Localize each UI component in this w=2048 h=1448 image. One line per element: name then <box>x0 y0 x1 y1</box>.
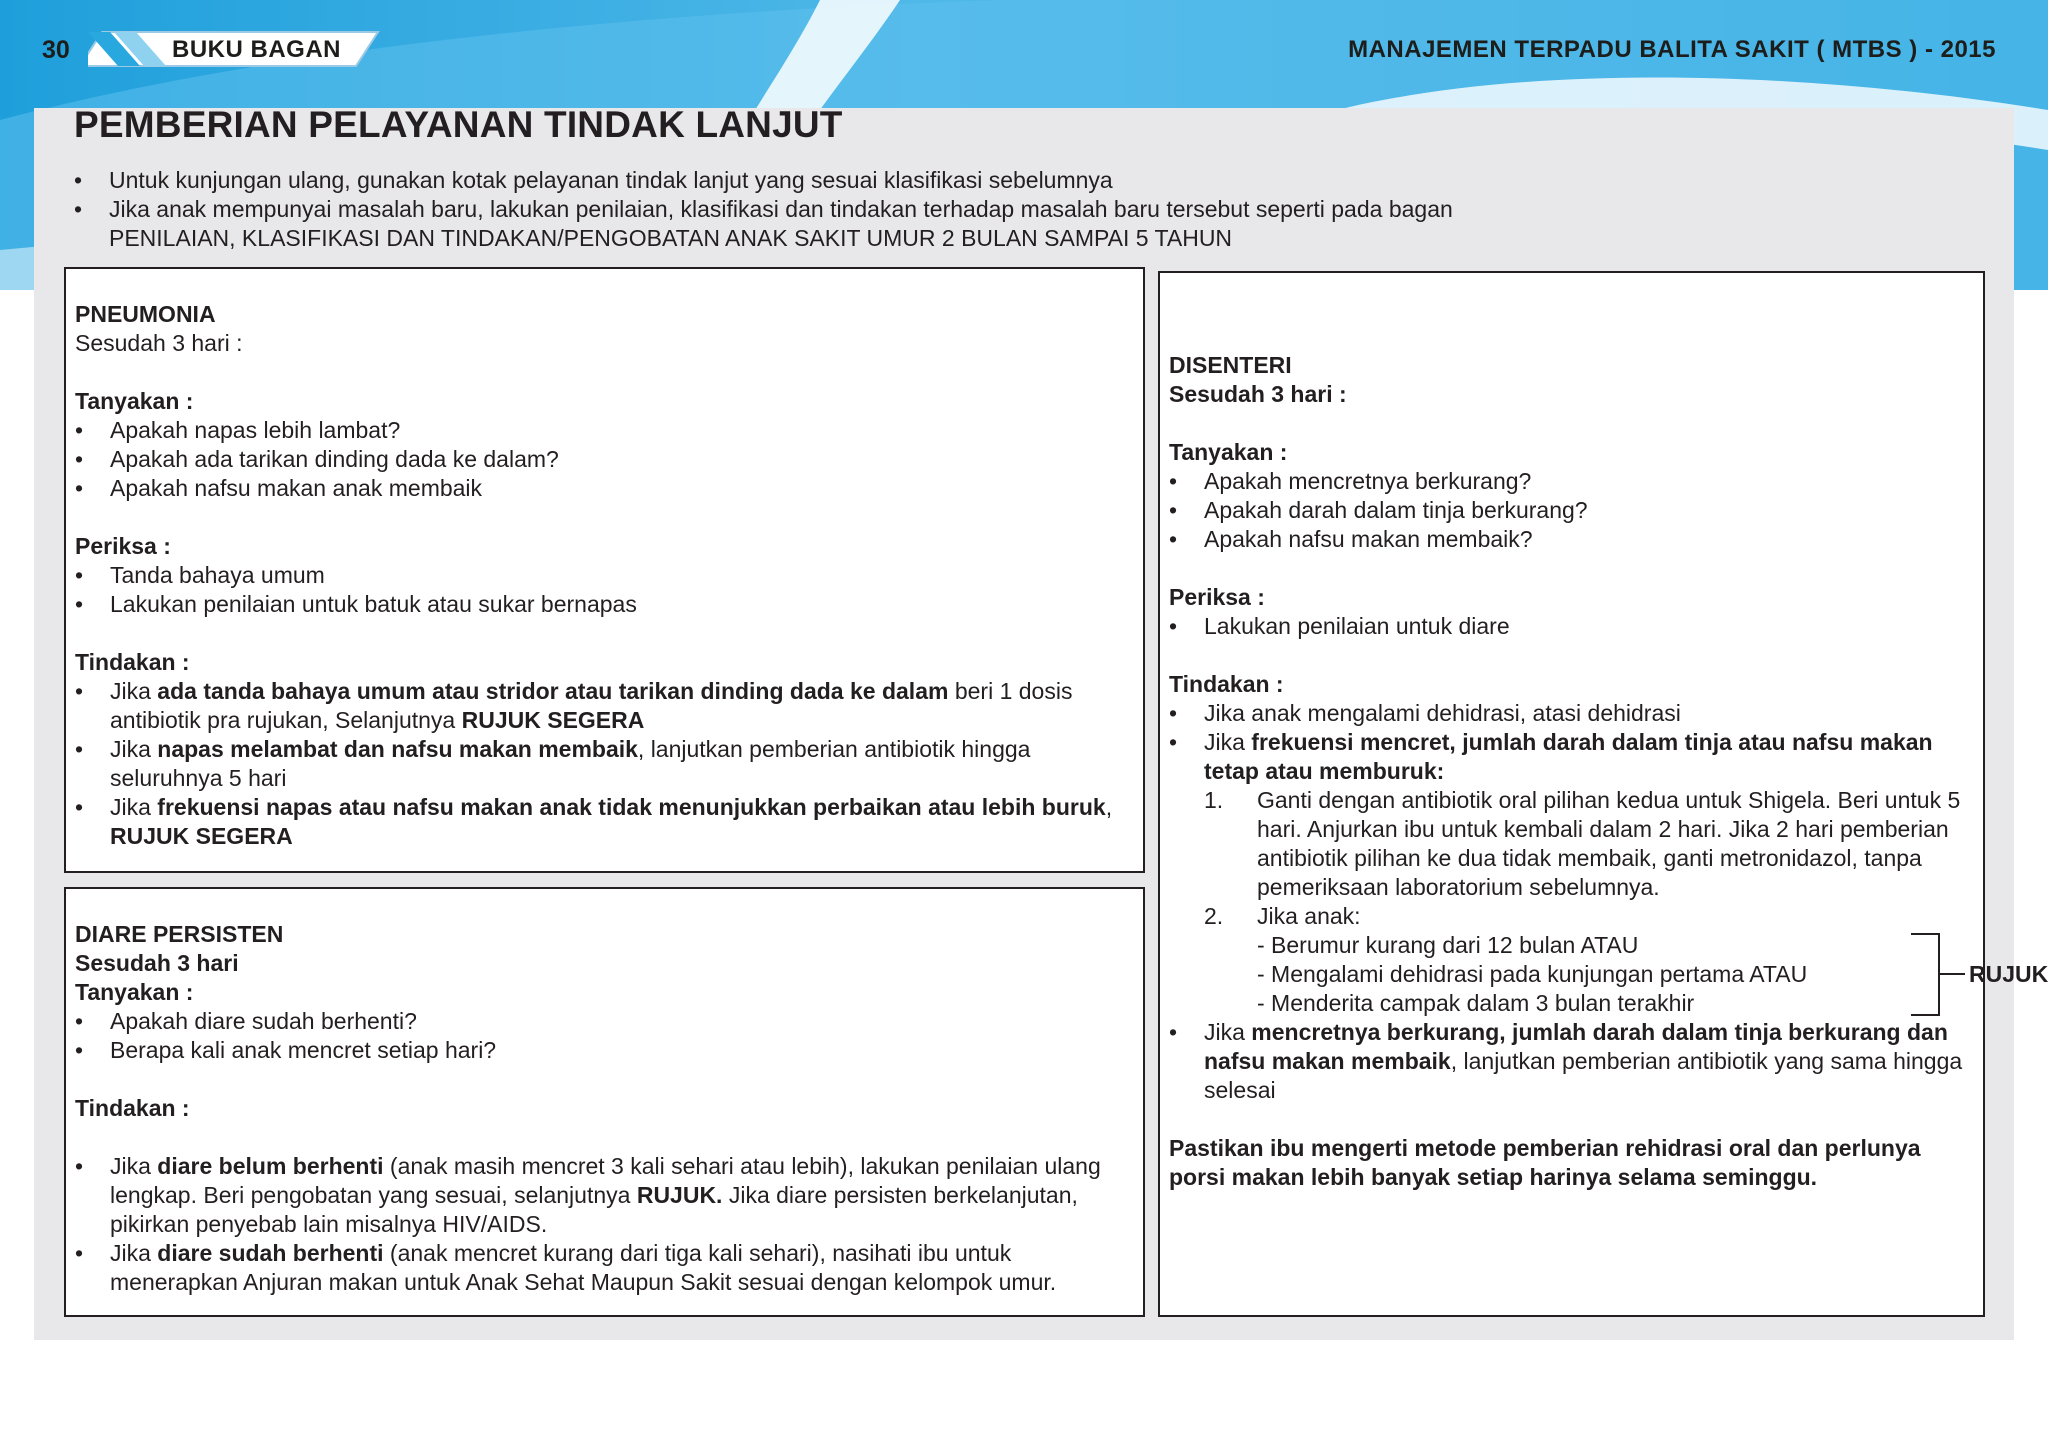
item-text: Ganti dengan antibiotik oral pilihan kedua untuk Shigela. Beri untuk 5 hari. Anjurkan ibu untuk kembali dalam 2 hari. Jika 2 hari pemberian antibiotik pilihan ke dua tidak membaik, ganti metronidazol, tanpa pemeriksaan laboratorium sebelumnya. <box>1257 787 1961 900</box>
disenteri-closing-note: Pastikan ibu mengerti metode pemberian rehidrasi oral dan perlunya porsi makan lebih banyak setiap harinya selama seminggu. <box>1169 1135 1921 1190</box>
list-item <box>75 677 1133 735</box>
pneumonia-box <box>64 267 1145 873</box>
intro-text: PENILAIAN, KLASIFIKASI DAN TINDAKAN/PENGOBATAN ANAK SAKIT UMUR 2 BULAN SAMPAI 5 TAHUN <box>109 225 1233 251</box>
pneumonia-title: PNEUMONIA <box>75 301 216 327</box>
list-item: • Apakah diare sudah berhenti? <box>75 1007 1133 1036</box>
disenteri-check-list <box>1169 612 1973 641</box>
disenteri-box <box>1158 271 2048 1317</box>
rujuk-criteria <box>1257 931 2048 1018</box>
text: beri 1 dosis antibiotik pra rujukan, Selanjutnya <box>110 678 1073 733</box>
intro-list <box>74 166 1574 253</box>
list-item <box>75 1239 1133 1297</box>
text-bold: diare sudah berhenti <box>157 1240 384 1266</box>
list-item: • Apakah nafsu makan anak membaik <box>75 474 1133 503</box>
disenteri-ask-list <box>1169 467 1973 554</box>
page-number: 30 <box>42 36 70 64</box>
text-bold: ada tanda bahaya umum atau stridor atau tarikan dinding dada ke dalam <box>157 678 949 704</box>
text: Jika <box>110 1240 158 1266</box>
list-item: • Apakah nafsu makan membaik? <box>1169 525 1973 554</box>
intro-text: Jika anak mempunyai masalah baru, lakukan penilaian, klasifikasi dan tindakan terhadap masalah baru tersebut seperti pada bagan <box>109 196 1453 222</box>
rujuk-label: RUJUK <box>1969 961 2048 987</box>
text-bold: napas melambat dan nafsu makan membaik <box>157 736 638 762</box>
text: Jika <box>110 794 158 820</box>
text-bold: RUJUK. <box>636 1182 723 1208</box>
list-item: • Lakukan penilaian untuk batuk atau sukar bernapas <box>75 590 1133 619</box>
diare-persisten-box <box>64 887 1145 1317</box>
disenteri-action-list-2 <box>1169 1018 1973 1105</box>
text: Jika <box>1204 1019 1252 1045</box>
text: Jika <box>1204 729 1252 755</box>
book-title: MANAJEMEN TERPADU BALITA SAKIT ( MTBS ) - 2015 <box>1348 36 1996 63</box>
text: , <box>1105 794 1113 820</box>
text-bold: mencretnya berkurang, jumlah darah dalam tinja berkurang dan nafsu makan membaik <box>1204 1019 1948 1074</box>
disenteri-check-heading: Periksa : <box>1169 584 1265 610</box>
disenteri-action-heading: Tindakan : <box>1169 671 1284 697</box>
numbered-item <box>1169 902 2048 1018</box>
text-bold: diare belum berhenti <box>157 1153 384 1179</box>
text: , lanjutkan pemberian antibiotik yang sama hingga selesai <box>1204 1048 1963 1103</box>
disenteri-numbered-list <box>1169 786 2048 1018</box>
list-item <box>75 793 1133 851</box>
disenteri-action-list <box>1169 699 1973 786</box>
text: , lanjutkan pemberian antibiotik hingga seluruhnya 5 hari <box>110 736 1031 791</box>
text-bold: RUJUK SEGERA <box>110 823 293 849</box>
list-item <box>75 1152 1133 1239</box>
criteria-line: - Menderita campak dalam 3 bulan terakhir <box>1257 990 1695 1016</box>
text: (anak mencret kurang dari tiga kali sehari), nasihati ibu untuk menerapkan Anjuran makan untuk Anak Sehat Maupun Sakit sesuai dengan kelompok umur. <box>110 1240 1057 1295</box>
numbered-item <box>1169 786 1973 902</box>
pneumonia-action-heading: Tindakan : <box>75 649 190 675</box>
intro-text: Untuk kunjungan ulang, gunakan kotak pelayanan tindak lanjut yang sesuai klasifikasi sebelumnya <box>109 167 1113 193</box>
text: Jika <box>110 736 158 762</box>
criteria-line: - Berumur kurang dari 12 bulan ATAU <box>1257 932 1639 958</box>
list-item: • Apakah napas lebih lambat? <box>75 416 1133 445</box>
text: Jika <box>110 678 158 704</box>
list-item <box>1169 1018 1973 1105</box>
header-tab-label: BUKU BAGAN <box>172 36 341 63</box>
list-item: • Tanda bahaya umum <box>75 561 1133 590</box>
disenteri-subtitle: Sesudah 3 hari : <box>1169 381 1347 407</box>
disenteri-ask-heading: Tanyakan : <box>1169 439 1288 465</box>
diare-ask-list <box>75 1007 1133 1065</box>
bracket-icon <box>1909 931 1969 1018</box>
list-item: • Apakah ada tarikan dinding dada ke dalam? <box>75 445 1133 474</box>
list-item <box>75 735 1133 793</box>
text: (anak masih mencret 3 kali sehari atau lebih), lakukan penilaian ulang lengkap. Beri pengobatan yang sesuai, selanjutnya <box>110 1153 1101 1208</box>
list-item: • Berapa kali anak mencret setiap hari? <box>75 1036 1133 1065</box>
page-title: PEMBERIAN PELAYANAN TINDAK LANJUT <box>74 104 843 145</box>
diare-subtitle: Sesudah 3 hari <box>75 950 239 976</box>
pneumonia-check-heading: Periksa : <box>75 533 171 559</box>
diare-action-heading: Tindakan : <box>75 1095 190 1121</box>
disenteri-title: DISENTERI <box>1169 352 1292 378</box>
text-bold: RUJUK SEGERA <box>461 707 645 733</box>
intro-item <box>74 195 1574 253</box>
item-text: Jika anak: <box>1257 903 1361 929</box>
item-number: 2. <box>1204 903 1224 929</box>
list-item <box>1169 728 1973 786</box>
text-bold: frekuensi napas atau nafsu makan anak tidak menunjukkan perbaikan atau lebih buruk <box>157 794 1106 820</box>
text: Jika <box>110 1153 158 1179</box>
text: Jika diare persisten berkelanjutan, pikirkan penyebab lain misalnya HIV/AIDS. <box>110 1182 1078 1237</box>
diare-action-list <box>75 1152 1133 1297</box>
list-item: • Jika anak mengalami dehidrasi, atasi dehidrasi <box>1169 699 1973 728</box>
pneumonia-action-list <box>75 677 1133 851</box>
list-item: • Apakah mencretnya berkurang? <box>1169 467 1973 496</box>
list-item: • Apakah darah dalam tinja berkurang? <box>1169 496 1973 525</box>
list-item: • Lakukan penilaian untuk diare <box>1169 612 1973 641</box>
criteria-line: - Mengalami dehidrasi pada kunjungan pertama ATAU <box>1257 961 1808 987</box>
diare-title: DIARE PERSISTEN <box>75 921 284 947</box>
intro-item <box>74 166 1574 195</box>
text-bold: frekuensi mencret, jumlah darah dalam tinja atau nafsu makan tetap atau memburuk: <box>1204 729 1933 784</box>
item-number: 1. <box>1204 787 1224 813</box>
diare-ask-heading: Tanyakan : <box>75 979 194 1005</box>
pneumonia-ask-list <box>75 416 1133 503</box>
pneumonia-subtitle: Sesudah 3 hari : <box>75 330 243 356</box>
pneumonia-check-list <box>75 561 1133 619</box>
pneumonia-ask-heading: Tanyakan : <box>75 388 194 414</box>
